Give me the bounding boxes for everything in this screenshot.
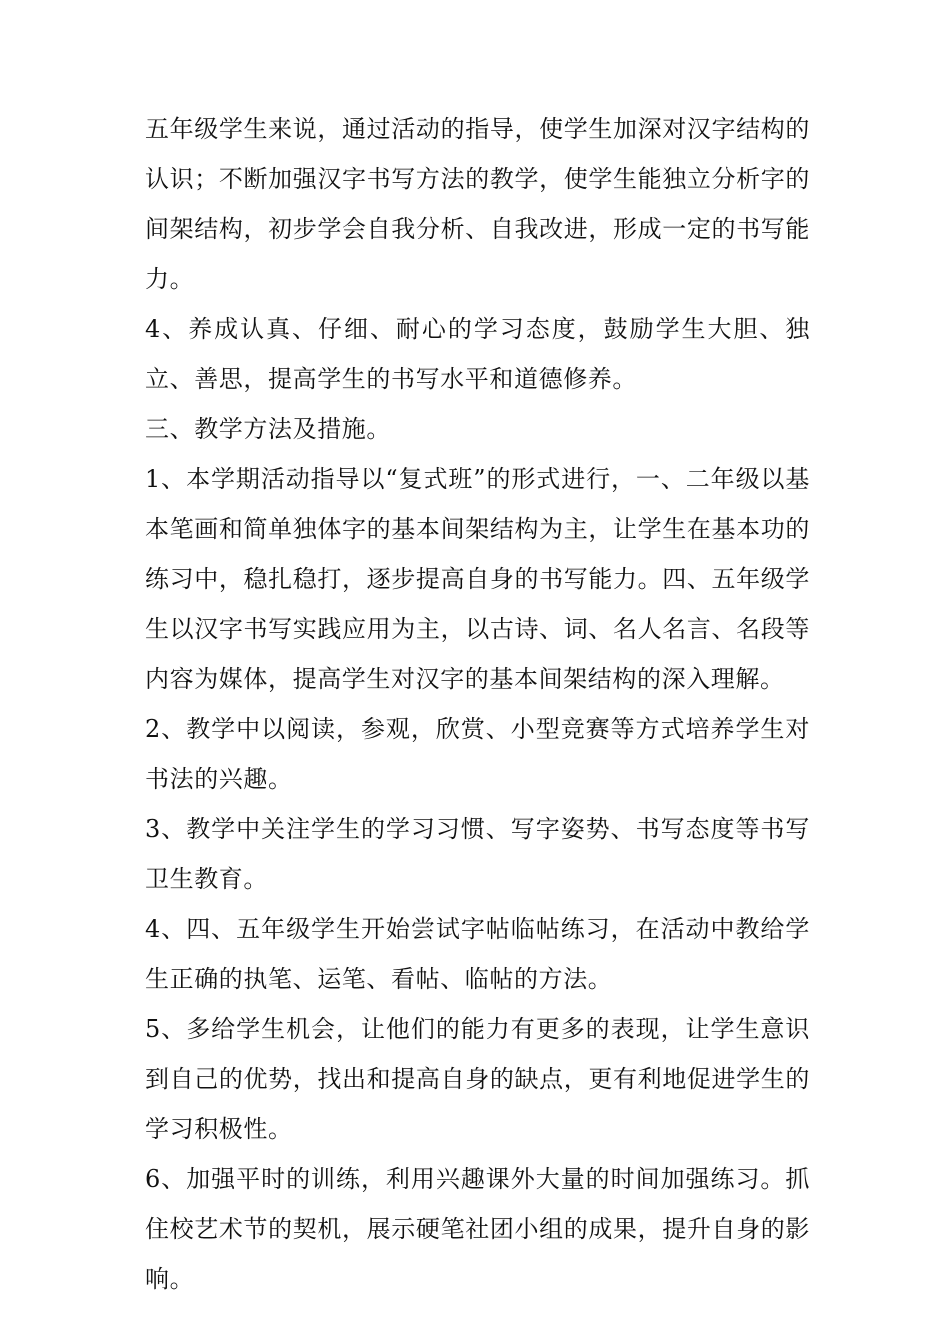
paragraph-item-4-attitude: 4、养成认真、仔细、耐心的学习态度，鼓励学生大胆、独立、善思，提高学生的书写水平和道德修养。 xyxy=(145,315,810,393)
paragraph-method-4: 4、四、五年级学生开始尝试字帖临帖练习，在活动中教给学生正确的执笔、运笔、看帖、临帖的方法。 xyxy=(145,915,810,993)
section-heading-methods: 三、教学方法及措施。 xyxy=(145,415,391,443)
paragraph-method-1: 1、本学期活动指导以“复式班”的形式进行，一、二年级以基本笔画和简单独体字的基本间架结构为主，让学生在基本功的练习中，稳扎稳打，逐步提高自身的书写能力。四、五年级学生以汉字书写实践应用为主，以古诗、词、名人名言、名段等内容为媒体，提高学生对汉字的基本间架结构的深入理解。 xyxy=(145,465,810,693)
paragraph-method-2: 2、教学中以阅读，参观，欣赏、小型竞赛等方式培养学生对书法的兴趣。 xyxy=(145,715,810,793)
paragraph-continuation: 五年级学生来说，通过活动的指导，使学生加深对汉字结构的认识；不断加强汉字书写方法的教学，使学生能独立分析字的间架结构，初步学会自我分析、自我改进，形成一定的书写能力。 xyxy=(145,115,810,293)
paragraph-method-3: 3、教学中关注学生的学习习惯、写字姿势、书写态度等书写卫生教育。 xyxy=(145,815,810,893)
document-body xyxy=(145,104,810,1304)
paragraph-method-5: 5、多给学生机会，让他们的能力有更多的表现，让学生意识到自己的优势，找出和提高自身的缺点，更有利地促进学生的学习积极性。 xyxy=(145,1015,810,1143)
paragraph-method-6: 6、加强平时的训练，利用兴趣课外大量的时间加强练习。抓住校艺术节的契机，展示硬笔社团小组的成果，提升自身的影响。 xyxy=(145,1165,810,1293)
